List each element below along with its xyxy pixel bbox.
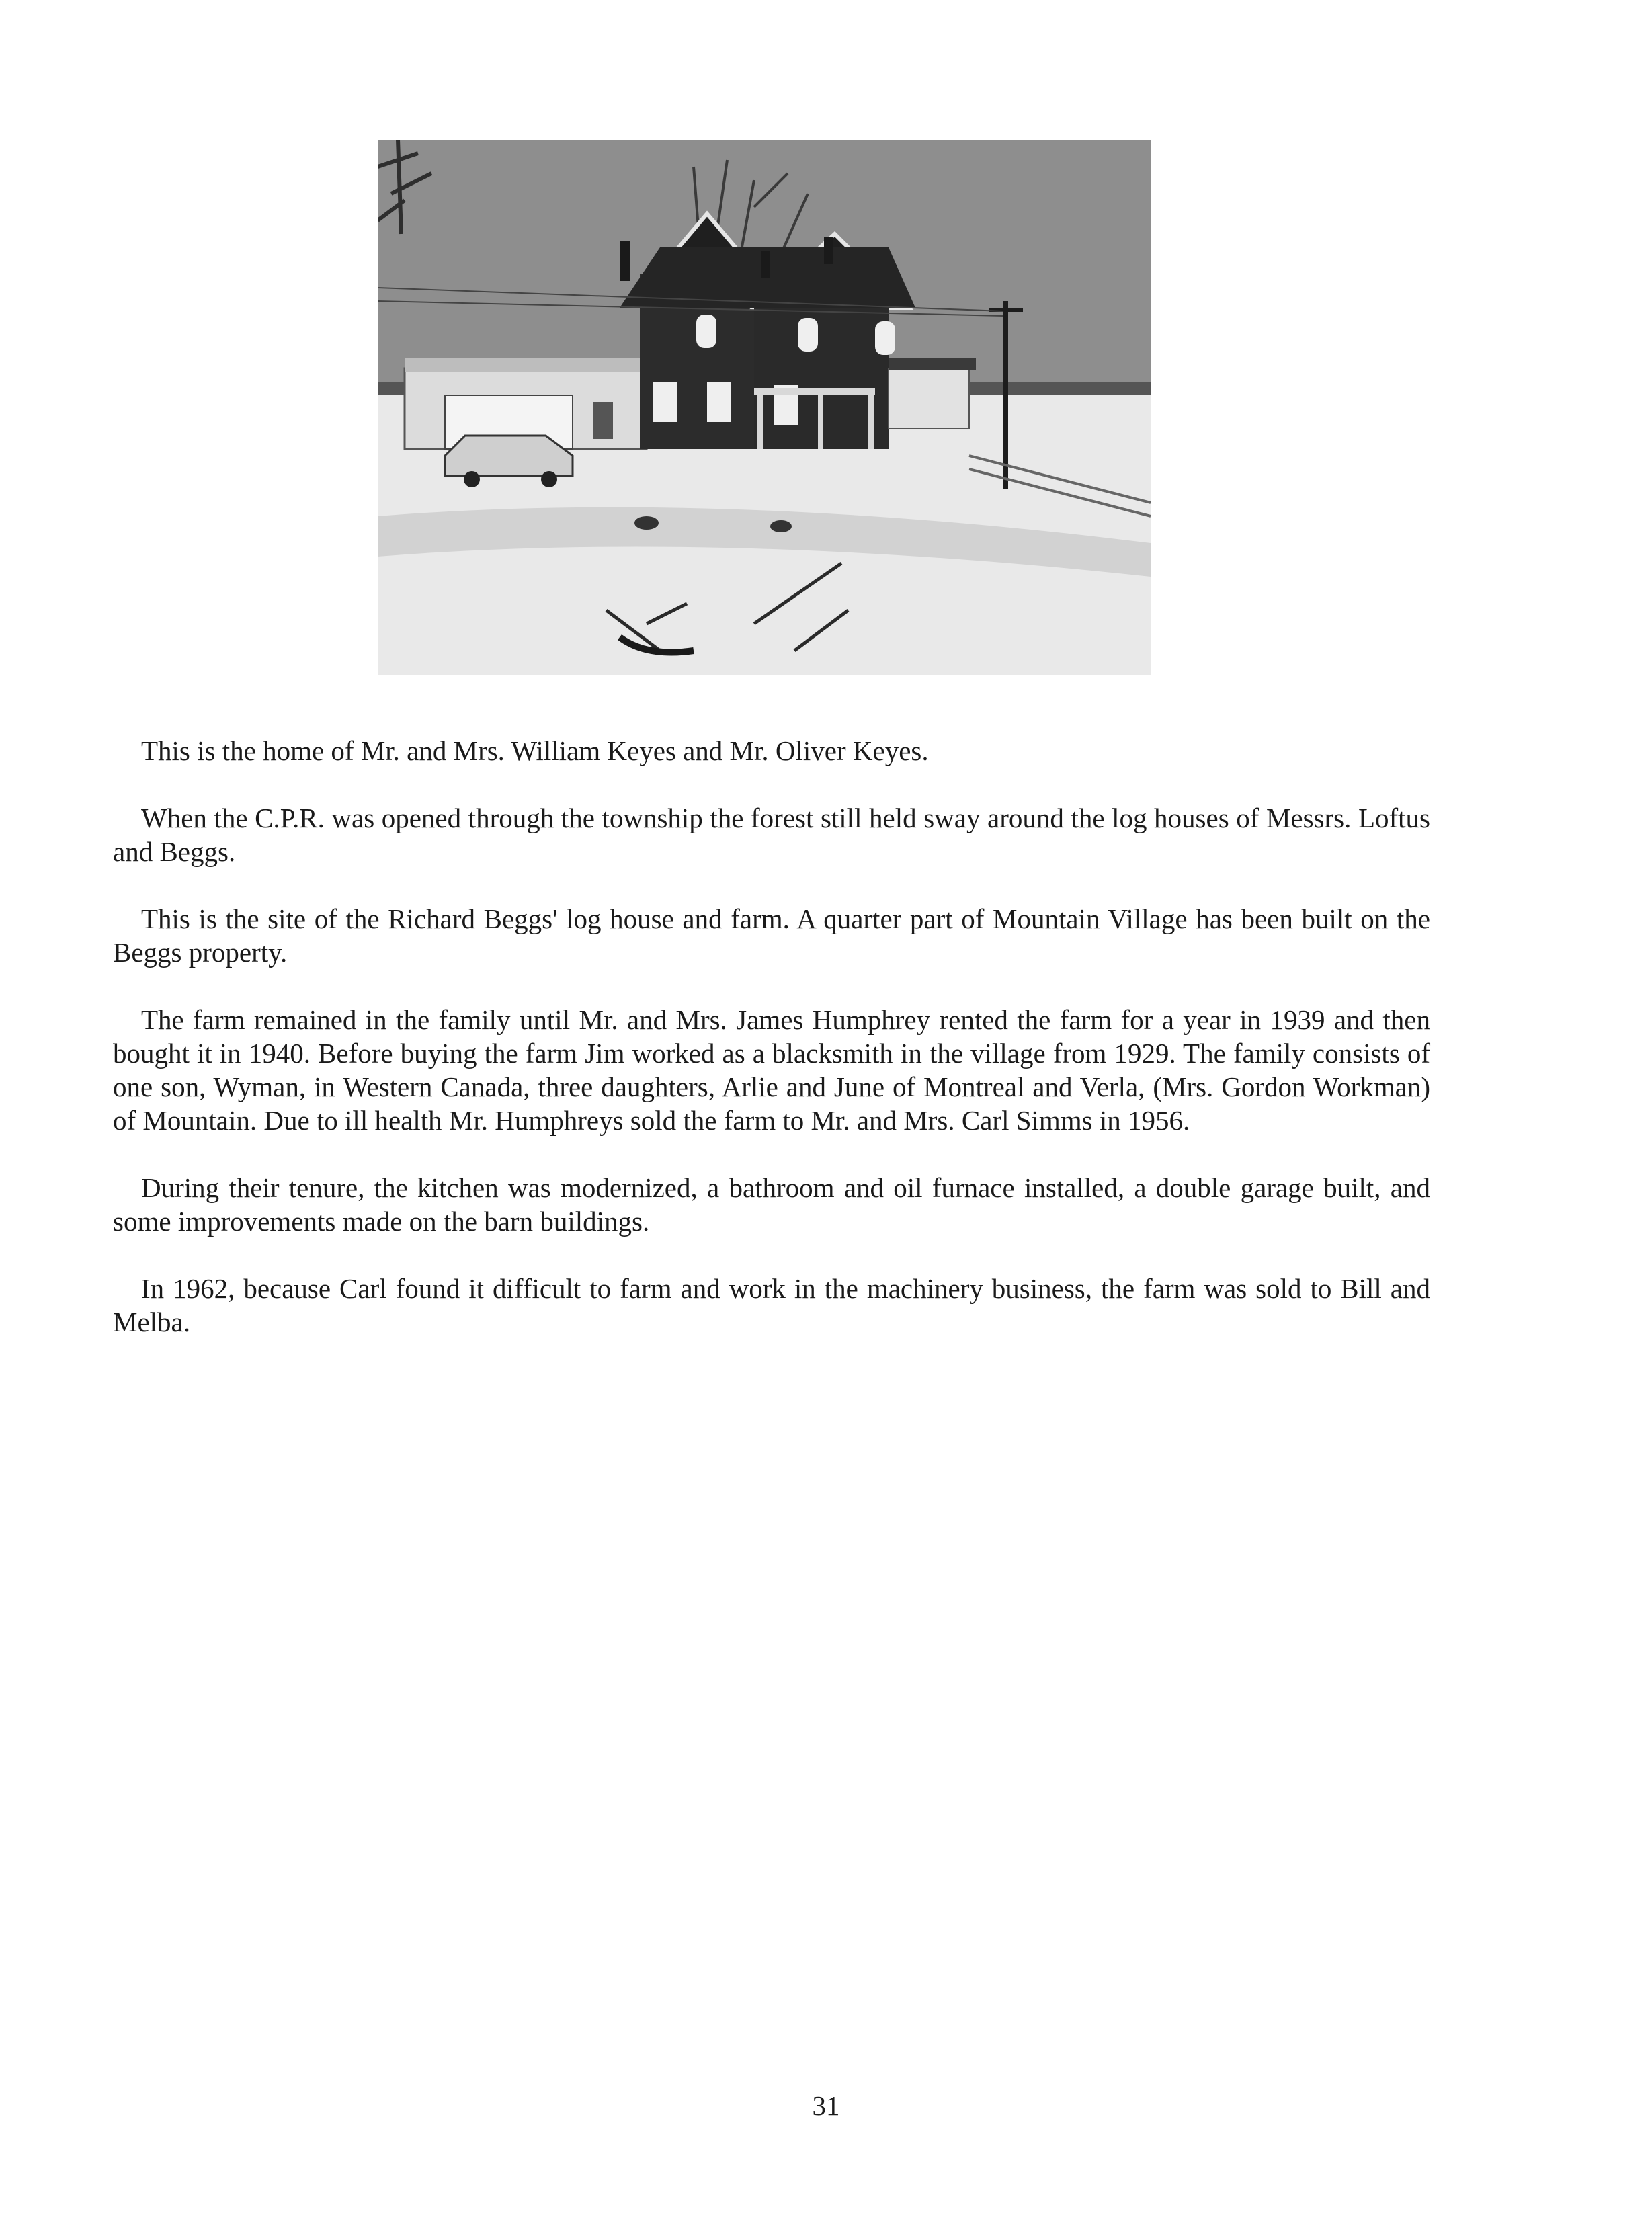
- paragraph-beggs-site: This is the site of the Richard Beggs' log house and farm. A quarter part of Mountain Village has been built on the Beggs property.: [113, 903, 1430, 968]
- farmhouse-photo: [378, 140, 1151, 675]
- paragraph-home-owners: This is the home of Mr. and Mrs. William Keyes and Mr. Oliver Keyes.: [141, 735, 929, 766]
- farmhouse-photo-image: [378, 140, 1151, 675]
- paragraph-cpr-forest: When the C.P.R. was opened through the township the forest still held sway around the log houses of Messrs. Loftus and Beggs.: [113, 803, 1430, 867]
- paragraph-simms-tenure: During their tenure, the kitchen was modernized, a bathroom and oil furnace installed, a double garage built, and some improvements made on the barn buildings.: [113, 1172, 1430, 1237]
- page-number: 31: [812, 2090, 840, 2121]
- paragraph-sale-1962: In 1962, because Carl found it difficult to farm and work in the machinery business, the farm was sold to Bill and Melba.: [113, 1273, 1430, 1338]
- paragraph-humphrey-family: The farm remained in the family until Mr. and Mrs. James Humphrey rented the farm for a year in 1939 and then bought it in 1940. Before buying the farm Jim worked as a blacksmith in the village from 1929. The family consists of one son, Wyman, in Western Canada, three daughters, Arlie and June of Montreal and Verla, (Mrs. Gordon Workman) of Mountain. Due to ill health Mr. Humphreys sold the farm to Mr. and Mrs. Carl Simms in 1956.: [113, 1004, 1430, 1136]
- article-body: [113, 734, 1430, 1372]
